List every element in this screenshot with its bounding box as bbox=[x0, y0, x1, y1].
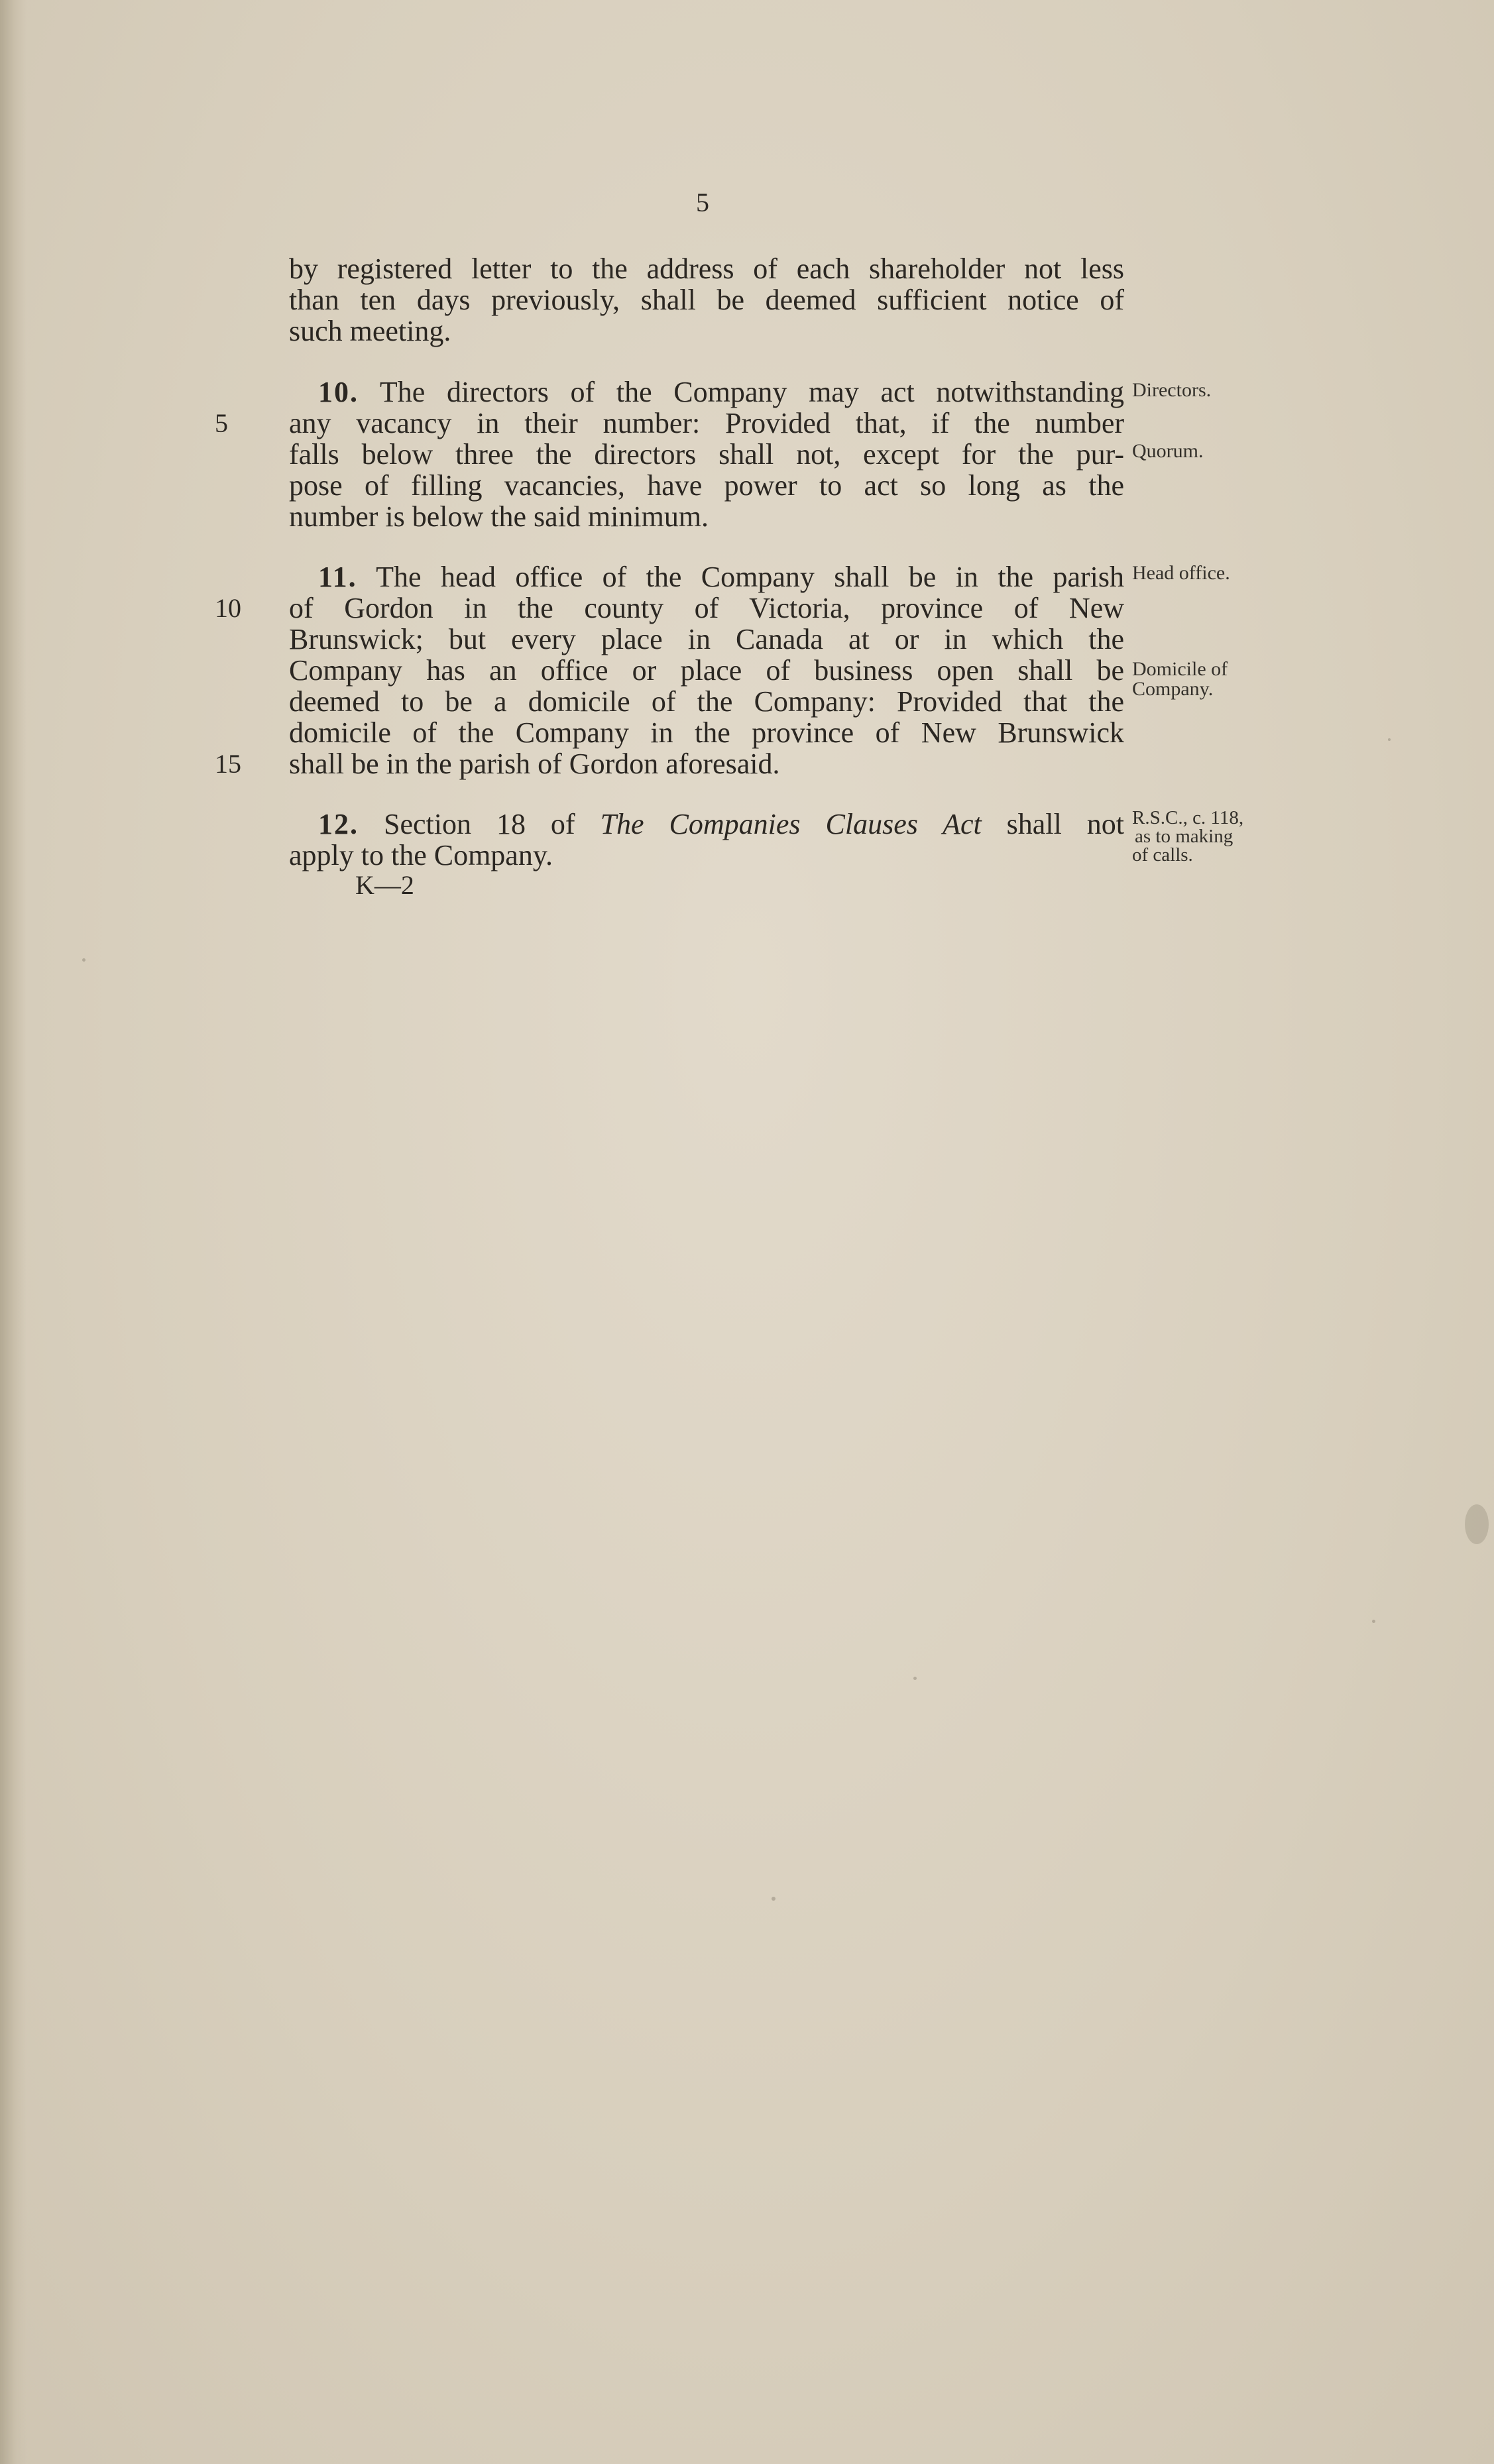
margin-note-line: R.S.C., c. 118, bbox=[1132, 807, 1244, 828]
text-line: by registered letter to the address of each shareholder not less bbox=[289, 252, 1124, 285]
margin-note-line: Company. bbox=[1132, 678, 1214, 700]
page-edge-shadow bbox=[0, 0, 27, 2464]
line-number: 5 bbox=[215, 408, 228, 438]
text-line: number is below the said minimum. bbox=[289, 500, 709, 533]
text-line bbox=[215, 748, 1124, 780]
paper-speck bbox=[772, 1897, 776, 1901]
text-line: such meeting. bbox=[289, 315, 451, 347]
line-number: 10 bbox=[215, 593, 241, 623]
line-text: Section 18 of bbox=[359, 808, 601, 840]
margin-note-line: of calls. bbox=[1132, 844, 1193, 866]
margin-note-quorum: Quorum. bbox=[1132, 440, 1204, 462]
line-text: shall be in the parish of Gordon aforesaid. bbox=[289, 748, 780, 780]
text-line: deemed to be a domicile of the Company: Provided that the bbox=[289, 685, 1124, 718]
text-line: Company has an office or place of business open shall be bbox=[289, 654, 1124, 687]
text-line: Brunswick; but every place in Canada at or in which the bbox=[289, 623, 1124, 655]
paper-speck bbox=[82, 958, 86, 962]
line-text: any vacancy in their number: Provided that, if the number bbox=[289, 407, 1124, 439]
section-number: 11. bbox=[318, 561, 357, 593]
text-line bbox=[289, 376, 1124, 408]
line-text: shall not bbox=[981, 808, 1124, 840]
margin-note-domicile bbox=[1132, 659, 1228, 699]
section-number: 12. bbox=[318, 808, 359, 840]
margin-note-line: Domicile of bbox=[1132, 658, 1228, 680]
text-line bbox=[289, 809, 1124, 840]
text-line: than ten days previously, shall be deemed sufficient notice of bbox=[289, 284, 1124, 316]
text-line bbox=[215, 592, 1124, 624]
text-line bbox=[289, 561, 1124, 592]
text-line: falls below three the directors shall not, except for the pur- bbox=[289, 438, 1124, 471]
paper-speck bbox=[1372, 1620, 1375, 1623]
section-number: 10. bbox=[318, 376, 359, 408]
page-number: 5 bbox=[696, 188, 709, 217]
line-text: of Gordon in the county of Victoria, province of New bbox=[289, 592, 1124, 624]
paper-speck bbox=[913, 1677, 917, 1680]
margin-note-rsc bbox=[1132, 809, 1243, 864]
section-11 bbox=[215, 561, 1124, 780]
margin-note-directors: Directors. bbox=[1132, 379, 1212, 401]
section-10 bbox=[215, 376, 1124, 533]
paper-speck bbox=[1388, 738, 1391, 741]
line-number: 15 bbox=[215, 749, 241, 779]
continuation-paragraph bbox=[289, 253, 1124, 347]
section-12 bbox=[289, 809, 1124, 871]
margin-note-head-office: Head office. bbox=[1132, 562, 1230, 584]
text-line: pose of filling vacancies, have power to act so long as the bbox=[289, 469, 1124, 502]
margin-note-line: as to making bbox=[1135, 826, 1234, 847]
text-line: apply to the Company. bbox=[289, 839, 553, 871]
text-line: domicile of the Company in the province of New Brunswick bbox=[289, 716, 1124, 749]
signature-mark: K—2 bbox=[355, 870, 414, 900]
line-text: The directors of the Company may act notwithstanding bbox=[359, 376, 1124, 408]
act-title: The Companies Clauses Act bbox=[600, 808, 982, 840]
line-text: The head office of the Company shall be in the parish bbox=[357, 561, 1124, 593]
text-line bbox=[215, 407, 1124, 439]
paper-blemish bbox=[1465, 1504, 1489, 1544]
